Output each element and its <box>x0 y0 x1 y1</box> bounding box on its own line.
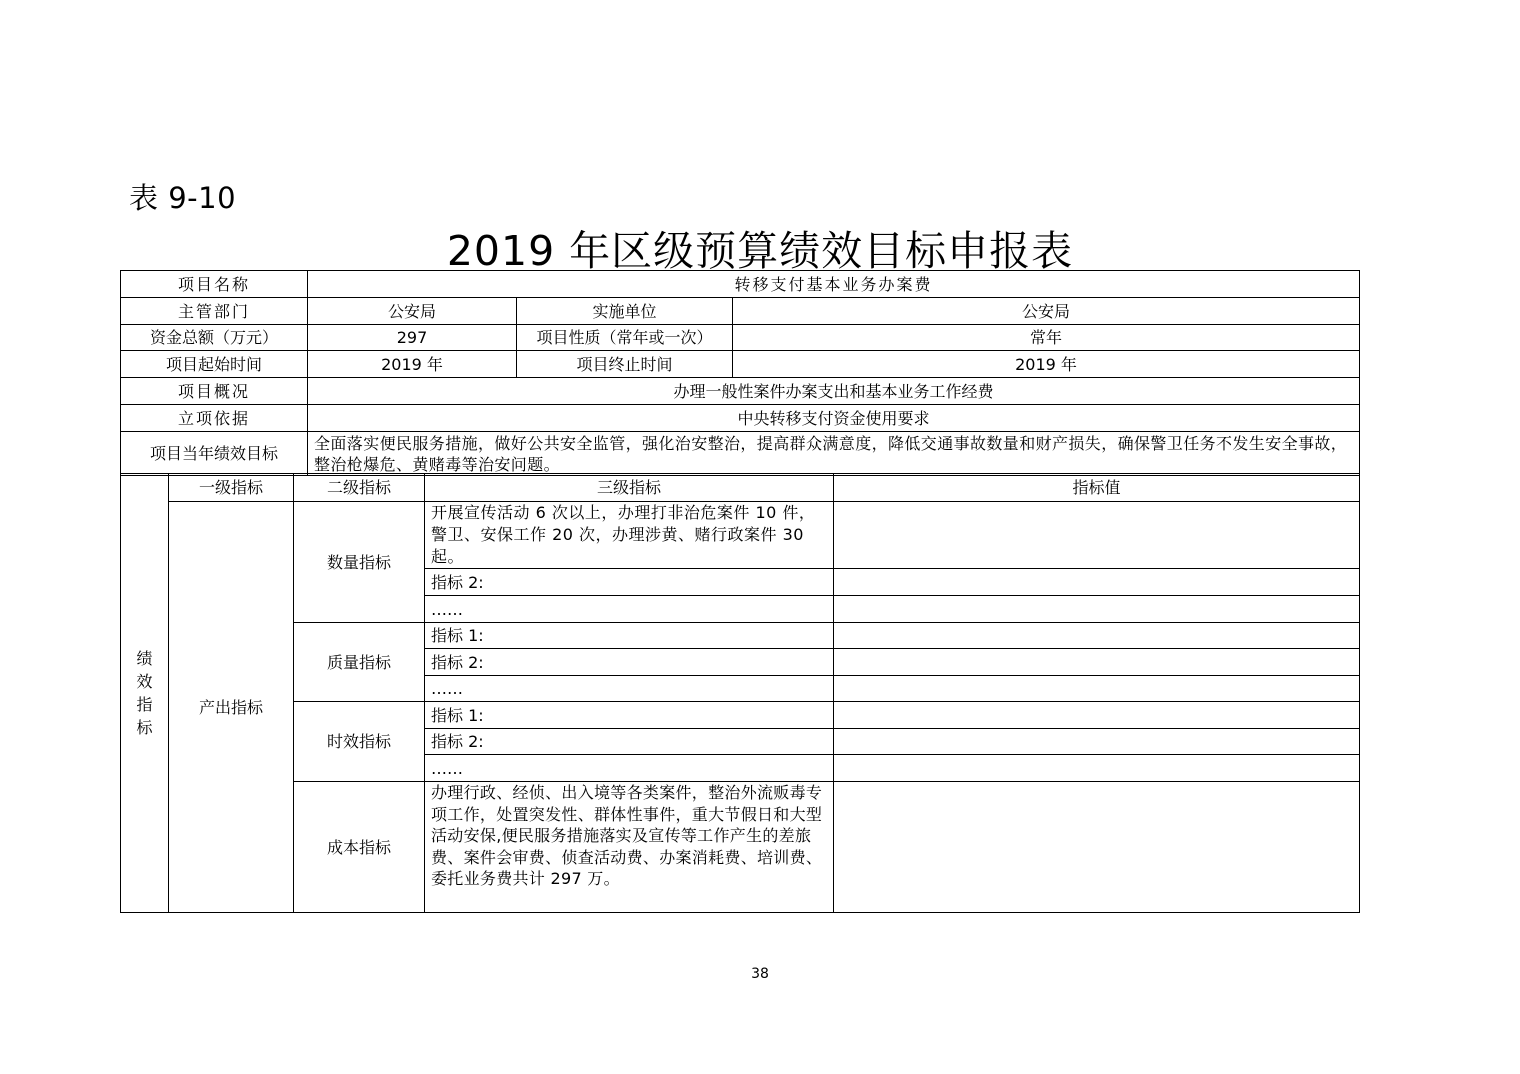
start-value: 2019 年 <box>308 351 517 378</box>
timeliness-item-3: …… <box>425 755 834 782</box>
timeliness-item-1: 指标 1: <box>425 702 834 729</box>
basis-label: 立项依据 <box>121 405 308 432</box>
start-label: 项目起始时间 <box>121 351 308 378</box>
quality-value-2 <box>834 649 1360 676</box>
nature-value: 常年 <box>733 325 1360 351</box>
quantity-value-1 <box>834 502 1360 569</box>
table-row <box>121 502 1360 569</box>
table-row <box>121 378 1360 405</box>
quantity-item-2: 指标 2: <box>425 569 834 596</box>
table-header-row <box>121 474 1360 502</box>
basis-value: 中央转移支付资金使用要求 <box>308 405 1360 432</box>
quantity-value-2 <box>834 569 1360 596</box>
impl-unit-label: 实施单位 <box>517 298 733 325</box>
performance-indicator-table <box>120 473 1360 913</box>
overview-value: 办理一般性案件办案支出和基本业务工作经费 <box>308 378 1360 405</box>
header-value: 指标值 <box>834 474 1360 502</box>
cost-value-1 <box>834 782 1360 913</box>
cost-indicator-label: 成本指标 <box>294 782 425 913</box>
perf-section-label-text: 绩效指标 <box>136 649 153 737</box>
quality-value-1 <box>834 623 1360 649</box>
timeliness-value-3 <box>834 755 1360 782</box>
table-row <box>121 432 1360 476</box>
quality-value-3 <box>834 676 1360 702</box>
timeliness-indicator-label: 时效指标 <box>294 702 425 782</box>
dept-value: 公安局 <box>308 298 517 325</box>
perf-section-label <box>121 474 169 913</box>
table-row <box>121 702 1360 729</box>
table-number: 表 9-10 <box>129 181 237 215</box>
header-level3: 三级指标 <box>425 474 834 502</box>
quality-item-3: …… <box>425 676 834 702</box>
table-row <box>121 351 1360 378</box>
header-level1: 一级指标 <box>169 474 294 502</box>
project-name-label: 项目名称 <box>121 271 308 298</box>
overview-label: 项目概况 <box>121 378 308 405</box>
timeliness-value-2 <box>834 729 1360 755</box>
output-indicator-label: 产出指标 <box>169 502 294 913</box>
table-row <box>121 782 1360 913</box>
goal-label: 项目当年绩效目标 <box>121 432 308 476</box>
goal-value: 全面落实便民服务措施，做好公共安全监管，强化治安整治，提高群众满意度，降低交通事故数量和财产损失，确保警卫任务不发生安全事故，整治枪爆危、黄赌毒等治安问题。 <box>308 432 1360 476</box>
quantity-value-3 <box>834 596 1360 623</box>
timeliness-item-2: 指标 2: <box>425 729 834 755</box>
dept-label: 主管部门 <box>121 298 308 325</box>
table-row <box>121 405 1360 432</box>
table-row <box>121 298 1360 325</box>
end-value: 2019 年 <box>733 351 1360 378</box>
page-number: 38 <box>751 966 769 982</box>
quality-item-1: 指标 1: <box>425 623 834 649</box>
header-level2: 二级指标 <box>294 474 425 502</box>
document-title: 2019 年区级预算绩效目标申报表 <box>446 227 1074 275</box>
quantity-item-3: …… <box>425 596 834 623</box>
impl-unit-value: 公安局 <box>733 298 1360 325</box>
quality-indicator-label: 质量指标 <box>294 623 425 702</box>
end-label: 项目终止时间 <box>517 351 733 378</box>
cost-item-1: 办理行政、经侦、出入境等各类案件，整治外流贩毒专项工作，处置突发性、群体性事件，重大节假日和大型活动安保,便民服务措施落实及宣传等工作产生的差旅费、案件会审费、侦查活动费、办案消耗费、培训费、委托业务费共计 297 万。 <box>425 782 834 913</box>
funds-label: 资金总额（万元） <box>121 325 308 351</box>
table-row <box>121 623 1360 649</box>
project-name-value: 转移支付基本业务办案费 <box>308 271 1360 298</box>
quantity-item-1: 开展宣传活动 6 次以上，办理打非治危案件 10 件，警卫、安保工作 20 次，办理涉黄、赌行政案件 30 起。 <box>425 502 834 569</box>
funds-value: 297 <box>308 325 517 351</box>
nature-label: 项目性质（常年或一次） <box>517 325 733 351</box>
quantity-indicator-label: 数量指标 <box>294 502 425 623</box>
project-info-table <box>120 270 1360 476</box>
table-row <box>121 325 1360 351</box>
quality-item-2: 指标 2: <box>425 649 834 676</box>
timeliness-value-1 <box>834 702 1360 729</box>
table-row <box>121 271 1360 298</box>
